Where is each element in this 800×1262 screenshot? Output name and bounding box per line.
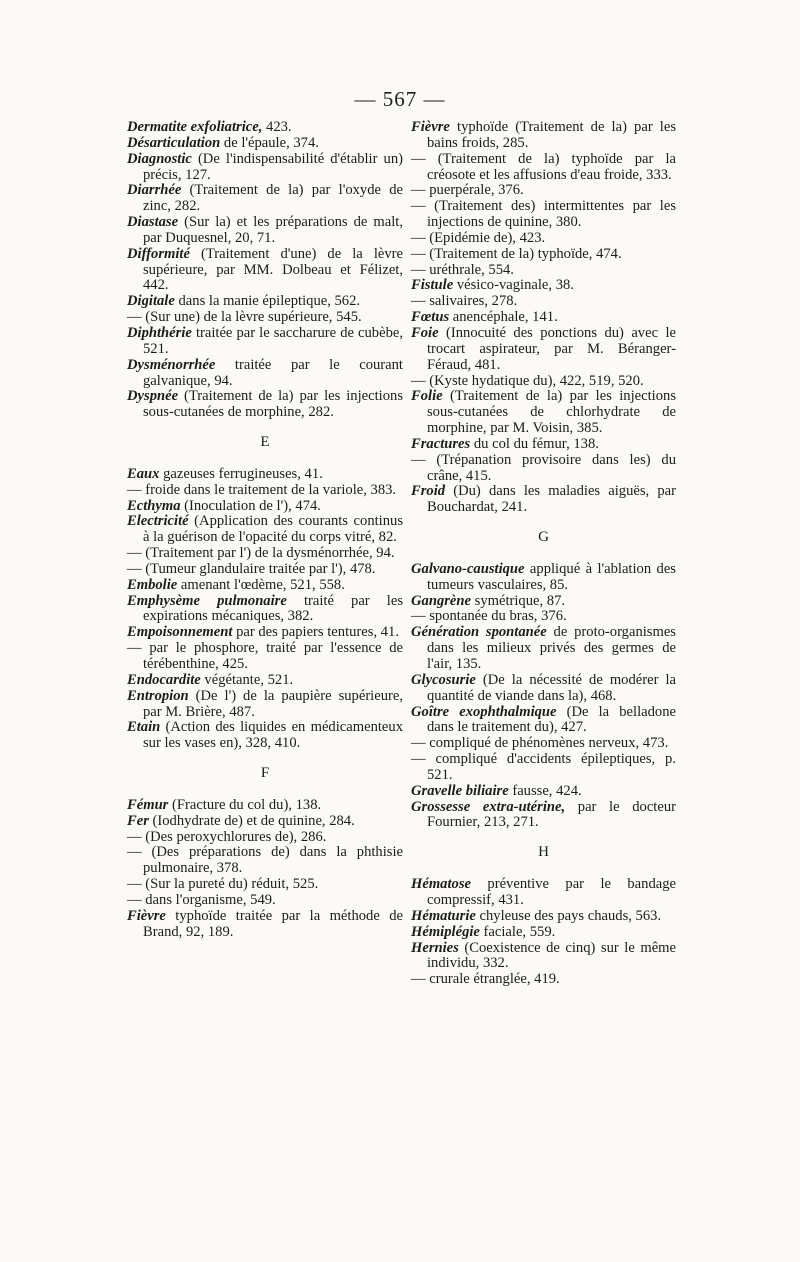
entry-text: — (Traitement des) intermittentes par les injections de quinine, 380. <box>411 198 676 231</box>
entry-text: de proto-organismes dans les milieux privés des germes de l'air, 135. <box>427 624 676 672</box>
entry-term: Diastase <box>127 214 179 231</box>
entry-term: Fractures <box>411 435 471 452</box>
index-entry <box>411 609 676 625</box>
index-entry <box>411 120 676 152</box>
entry-text: — (Kyste hydatique du), 422, 519, 520. <box>411 372 644 389</box>
entry-text: (Traitement d'une) de la lèvre supérieure, par MM. Dolbeau et Félizet, 442. <box>143 245 403 294</box>
entry-term: Dermatite exfoliatrice, <box>127 119 263 135</box>
entry-term: Hématose <box>411 876 471 893</box>
entry-term: Gangrène <box>411 592 471 609</box>
entry-term: Diphthérie <box>127 324 192 341</box>
index-entry <box>127 326 403 358</box>
index-entry <box>127 215 403 247</box>
entry-text: — (Tumeur glandulaire traitée par l'), 478. <box>127 560 376 577</box>
index-entry <box>411 326 676 374</box>
entry-text: (De l'indispensabilité d'établir un) précis, 127. <box>143 150 403 183</box>
entry-text: — froide dans le traitement de la variole, 383. <box>127 481 397 498</box>
entry-text: chyleuse des pays chauds, 563. <box>475 907 662 924</box>
entry-text: — dans l'organisme, 549. <box>127 891 276 908</box>
entry-text: — (Trépanation provisoire dans les) du crâne, 415. <box>411 451 676 484</box>
index-entry <box>411 594 676 610</box>
index-entry <box>127 893 403 909</box>
index-entry <box>411 231 676 247</box>
index-entry <box>411 310 676 326</box>
index-entry <box>127 310 403 326</box>
section-letter: E <box>260 434 270 451</box>
entry-term: Glycosurie <box>411 671 476 688</box>
entry-text: par le docteur Fournier, 213, 271. <box>427 798 676 831</box>
entry-text: (Traitement de la) par les injections sous-cutanées de morphine, 282. <box>143 388 403 421</box>
index-entry <box>127 546 403 562</box>
entry-text: (Fracture du col du), 138. <box>168 796 322 813</box>
entry-text: traitée par le courant galvanique, 94. <box>143 356 403 389</box>
index-entry <box>127 514 403 546</box>
entry-text: — (Traitement de la) typhoïde par la créosote et les affusions d'eau froide, 333. <box>411 150 676 183</box>
index-entry <box>127 578 403 594</box>
entry-term: Diagnostic <box>127 150 192 167</box>
entry-text: végétante, 521. <box>200 671 294 688</box>
index-entry <box>411 278 676 294</box>
entry-text: 423. <box>262 119 292 135</box>
entry-term: Empoisonnement <box>127 624 233 641</box>
entry-text: (Iodhydrate de) et de quinine, 284. <box>148 812 355 829</box>
entry-text: — (Traitement de la) typhoïde, 474. <box>411 245 622 262</box>
entry-text: (Coexistence de cinq) sur le même individu, 332. <box>427 939 676 972</box>
entry-text: (De l') de la paupière supérieure, par M. Brière, 487. <box>143 687 403 720</box>
entry-term: Fièvre <box>411 119 450 135</box>
entry-term: Fer <box>127 812 149 829</box>
entry-term: Etain <box>127 719 161 736</box>
index-entry <box>127 152 403 184</box>
entry-term: Folie <box>411 388 443 405</box>
entry-text: (Inoculation de l'), 474. <box>180 497 321 514</box>
entry-text: — puerpérale, 376. <box>411 182 524 199</box>
entry-text: (De la nécessité de modérer la quantité de viande dans la), 468. <box>427 671 676 704</box>
entry-text: — salivaires, 278. <box>411 293 518 310</box>
entry-term: Foie <box>411 324 439 341</box>
index-entry <box>127 845 403 877</box>
entry-text: — (Epidémie de), 423. <box>411 229 546 246</box>
index-entry <box>127 136 403 152</box>
entry-term: Electricité <box>127 513 189 530</box>
index-entry <box>411 152 676 184</box>
entry-text: — uréthrale, 554. <box>411 261 514 278</box>
entry-term: Dysménorrhée <box>127 356 216 373</box>
entry-text: appliqué à l'ablation des tumeurs vasculaires, 85. <box>427 560 676 593</box>
index-entry <box>127 183 403 215</box>
entry-term: Hématurie <box>411 907 476 924</box>
entry-text: (Application des courants continus à la guérison de l'opacité du corps vitré, 82. <box>143 513 403 546</box>
index-entry <box>127 358 403 390</box>
entry-text: vésico-vaginale, 38. <box>453 277 574 294</box>
entry-term: Diarrhée <box>127 182 182 199</box>
index-entry <box>127 594 403 626</box>
index-entry <box>411 437 676 453</box>
index-entry <box>127 389 403 421</box>
index-entry <box>127 814 403 830</box>
entry-term: Fœtus <box>411 309 450 326</box>
index-entry <box>411 263 676 279</box>
entry-text: amenant l'œdème, 521, 558. <box>177 576 345 593</box>
entry-term: Dyspnée <box>127 388 179 405</box>
index-entry <box>127 483 403 499</box>
entry-text: (De la belladone dans le traitement du), 427. <box>427 703 676 736</box>
entry-term: Emphysème pulmonaire <box>127 592 287 609</box>
index-entry <box>411 800 676 832</box>
entry-term: Fémur <box>127 796 169 813</box>
index-entry <box>127 798 403 814</box>
entry-term: Fièvre <box>127 907 166 924</box>
entry-text: (Du) dans les maladies aiguës, par Bouchardat, 241. <box>427 483 676 516</box>
entry-text: — crurale étranglée, 419. <box>411 971 560 988</box>
entry-text: (Traitement de la) par les injections sous-cutanées de chlorhydrate de morphine, par M. Voisin, 385. <box>427 388 676 437</box>
entry-text: — spontanée du bras, 376. <box>411 608 567 625</box>
index-entry <box>411 562 676 594</box>
entry-term: Désarticulation <box>127 134 221 151</box>
index-entry <box>127 909 403 941</box>
index-entry <box>411 374 676 390</box>
entry-text: par des papiers tentures, 41. <box>232 624 399 641</box>
entry-text: — (Sur la pureté du) réduit, 525. <box>127 876 319 893</box>
index-entry <box>411 784 676 800</box>
index-entry <box>127 562 403 578</box>
index-entry <box>127 877 403 893</box>
right-column <box>411 120 676 988</box>
entry-term: Entropion <box>127 687 189 704</box>
entry-text: (Sur la) et les préparations de malt, par Duquesnel, 20, 71. <box>143 214 403 246</box>
entry-term: Goître exophthalmique <box>411 703 557 720</box>
entry-text: typhoïde traitée par la méthode de Brand, 92, 189. <box>143 907 403 940</box>
index-entry <box>127 689 403 721</box>
left-column <box>127 120 403 941</box>
page-number: — 567 — <box>354 87 446 111</box>
entry-text: (Action des liquides en médicamenteux sur les vases en), 328, 410. <box>143 719 403 752</box>
entry-text: — (Des peroxychlorures de), 286. <box>127 828 327 845</box>
section-letter: H <box>538 844 549 861</box>
index-entry <box>127 499 403 515</box>
index-entry <box>411 247 676 263</box>
entry-term: Froid <box>411 483 446 500</box>
index-entry <box>411 625 676 673</box>
entry-text: traité par les expirations mécaniques, 382. <box>143 592 403 625</box>
entry-term: Eaux <box>127 465 160 482</box>
index-entry <box>411 389 676 437</box>
entry-text: préventive par le bandage compressif, 431. <box>427 876 676 908</box>
entry-text: — (Des préparations de) dans la phthisie pulmonaire, 378. <box>127 844 403 877</box>
index-entry <box>127 673 403 689</box>
entry-text: (Innocuité des ponctions du) avec le trocart aspirateur, par M. Béranger-Féraud, 481. <box>427 324 676 373</box>
index-entry <box>411 484 676 516</box>
entry-text: de l'épaule, 374. <box>220 134 319 151</box>
entry-term: Ecthyma <box>127 497 181 514</box>
index-entry <box>127 720 403 752</box>
entry-term: Gravelle biliaire <box>411 782 509 799</box>
entry-term: Difformité <box>127 245 190 262</box>
index-entry <box>411 909 676 925</box>
entry-text: dans la manie épileptique, 562. <box>174 293 361 310</box>
entry-text: — compliqué d'accidents épileptiques, p. 521. <box>411 751 676 783</box>
index-entry <box>411 941 676 973</box>
index-entry <box>411 673 676 705</box>
section-letter: G <box>538 529 549 546</box>
entry-text: du col du fémur, 138. <box>470 435 599 452</box>
entry-term: Hernies <box>411 939 459 956</box>
entry-text: — compliqué de phénomènes nerveux, 473. <box>411 735 669 752</box>
entry-term: Digitale <box>127 293 175 310</box>
entry-text: — par le phosphore, traité par l'essence de térébenthine, 425. <box>127 640 403 672</box>
section-letter: F <box>260 765 270 782</box>
entry-text: — (Sur une) de la lèvre supérieure, 545. <box>127 309 362 326</box>
entry-text: fausse, 424. <box>508 782 582 799</box>
entry-term: Grossesse extra-utérine, <box>411 798 566 815</box>
index-entry <box>411 199 676 231</box>
index-entry <box>127 830 403 846</box>
entry-term: Génération spontanée <box>411 624 547 641</box>
index-entry <box>411 736 676 752</box>
index-entry <box>127 641 403 673</box>
index-entry <box>127 294 403 310</box>
entry-text: faciale, 559. <box>479 923 556 940</box>
entry-term: Endocardite <box>127 671 201 688</box>
entry-text: anencéphale, 141. <box>449 309 558 326</box>
entry-text: symétrique, 87. <box>471 592 566 609</box>
entry-term: Hémiplégie <box>411 923 480 940</box>
entry-term: Embolie <box>127 576 178 593</box>
index-entry <box>411 972 676 988</box>
index-entry <box>411 877 676 909</box>
index-entry <box>411 752 676 784</box>
index-entry <box>411 183 676 199</box>
entry-text: gazeuses ferrugineuses, 41. <box>159 465 323 482</box>
entry-term: Galvano-caustique <box>411 560 525 577</box>
index-entry <box>411 453 676 485</box>
index-entry <box>127 467 403 483</box>
index-entry <box>127 625 403 641</box>
index-entry <box>127 120 403 136</box>
index-entry <box>127 247 403 295</box>
entry-term: Fistule <box>411 277 454 294</box>
index-entry <box>411 925 676 941</box>
entry-text: — (Traitement par l') de la dysménorrhée, 94. <box>127 545 395 562</box>
index-entry <box>411 705 676 737</box>
entry-text: (Traitement de la) par l'oxyde de zinc, 282. <box>143 182 403 215</box>
entry-text: typhoïde (Traitement de la) par les bains froids, 285. <box>427 119 676 151</box>
index-entry <box>411 294 676 310</box>
entry-text: traitée par le saccharure de cubèbe, 521. <box>143 324 403 357</box>
